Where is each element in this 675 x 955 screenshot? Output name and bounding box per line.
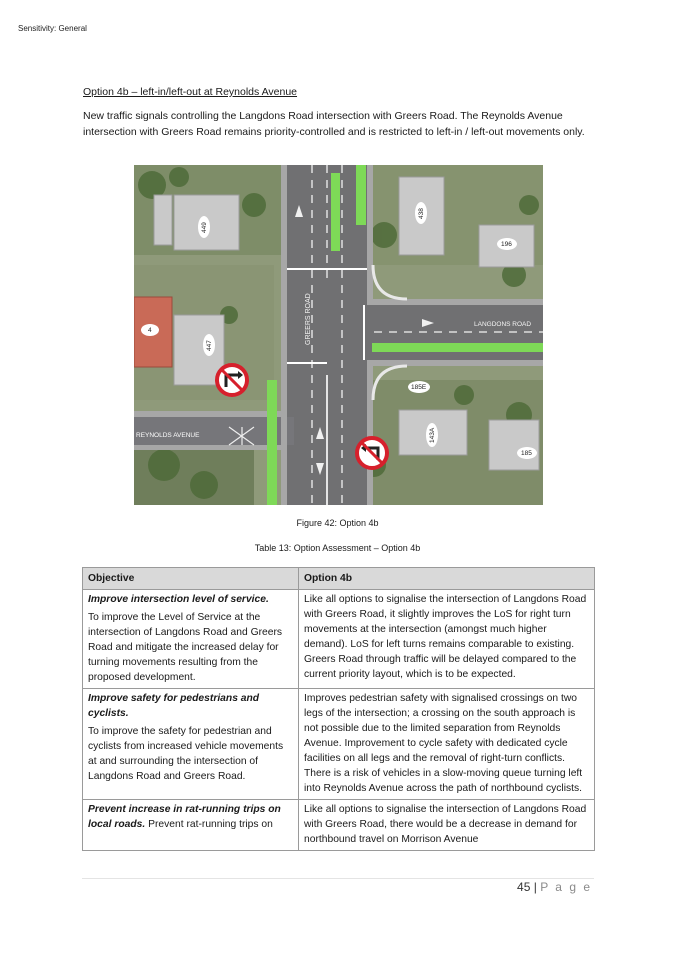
lot-label-185: 185 bbox=[521, 450, 532, 457]
page-number-footer: 45 | P a g e bbox=[517, 880, 592, 894]
objective-text: To improve the safety for pedestrian and cyclists from increased vehicle movements at and surrounding the intersection of Langdons Road and Greers Road. bbox=[88, 726, 284, 782]
assessment-cell: Improves pedestrian safety with signalised crossings on two legs of the intersection; a crossing on the south approach is not possible due to the limited separation from Reynolds Avenue. Improvement to cycle safety with dedicated cycle facilities on all legs and the removal of right-turn conflicts. There is a risk of vehicles in a slow-moving queue turning left into Reynolds Avenue across the path of northbound cyclists. bbox=[299, 689, 595, 800]
page-label: P a g e bbox=[540, 880, 592, 894]
sensitivity-label: Sensitivity: General bbox=[18, 24, 87, 33]
no-left-turn-sign-icon bbox=[357, 438, 387, 468]
objective-cell bbox=[83, 689, 299, 800]
section-heading: Option 4b – left-in/left-out at Reynolds Avenue bbox=[83, 86, 298, 98]
lot-label-438: 438 bbox=[418, 208, 425, 219]
table-row bbox=[83, 689, 595, 800]
intro-paragraph: New traffic signals controlling the Langdons Road intersection with Greers Road. The Reynolds Avenue intersection with Greers Road remains priority-controlled and is restricted to left-in / left-out movements only. bbox=[83, 110, 585, 138]
objective-text: To improve the Level of Service at the intersection of Langdons Road and Greers Road and mitigate the increased delay for turning movements resulting from the proposed development. bbox=[88, 612, 283, 683]
langdons-road-label: LANGDONS ROAD bbox=[474, 321, 532, 328]
reynolds-avenue-label: REYNOLDS AVENUE bbox=[136, 432, 200, 439]
table-row bbox=[83, 590, 595, 689]
table-header-row bbox=[83, 568, 595, 590]
no-right-turn-sign-icon bbox=[217, 365, 247, 395]
objective-cell bbox=[83, 590, 299, 689]
page-number: 45 bbox=[517, 880, 531, 894]
objective-text: Prevent rat-running trips on bbox=[148, 819, 273, 830]
option-assessment-table bbox=[82, 567, 595, 851]
table-row bbox=[83, 800, 595, 851]
objective-cell bbox=[83, 800, 299, 851]
table-caption: Table 13: Option Assessment – Option 4b bbox=[254, 543, 421, 553]
lot-label-143a: 143A bbox=[429, 427, 436, 443]
intersection-plan-figure bbox=[134, 165, 543, 505]
lot-label-4: 4 bbox=[148, 327, 152, 334]
assessment-cell: Like all options to signalise the intersection of Langdons Road with Greers Road, it slightly improves the LoS for right turn movements at the intersection (amongst much higher demand). LoS for left turns remains comparable to existing. Greers Road through traffic will be delayed compared to the current priority layout, which is to be expected. bbox=[299, 590, 595, 689]
column-header-option: Option 4b bbox=[299, 568, 595, 590]
column-header-objective: Objective bbox=[83, 568, 299, 590]
objective-title: Improve safety for pedestrians and cyclists. bbox=[88, 693, 260, 719]
objective-title: Improve intersection level of service. bbox=[88, 594, 269, 605]
lot-label-185e: 185E bbox=[411, 384, 427, 391]
lot-label-447: 447 bbox=[206, 340, 213, 351]
greers-road-label: GREERS ROAD bbox=[305, 293, 312, 345]
figure-caption: Figure 42: Option 4b bbox=[296, 518, 379, 528]
lot-label-449: 449 bbox=[201, 222, 208, 233]
objective-title: Prevent increase in rat-running trips on local roads. bbox=[88, 804, 281, 830]
assessment-cell: Like all options to signalise the intersection of Langdons Road with Greers Road, there would be a decrease in demand for northbound travel on Morrison Avenue bbox=[299, 800, 595, 851]
lot-label-196: 196 bbox=[501, 241, 512, 248]
intersection-plan-svg bbox=[134, 165, 543, 505]
footer-divider bbox=[82, 878, 594, 879]
